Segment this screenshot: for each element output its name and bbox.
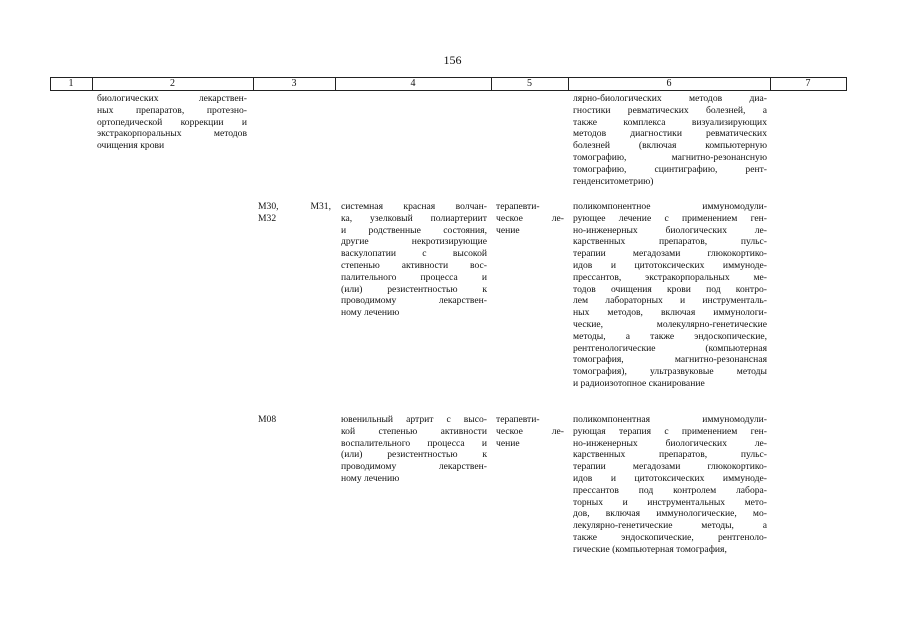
column-header-5: 5 (527, 78, 532, 89)
m08-patient-model (341, 414, 487, 485)
text-line: лекулярно-генетические методы, а (573, 520, 767, 532)
text-line: M30, M31, (258, 201, 331, 212)
text-line: терапевти- (496, 414, 540, 425)
column-header-1: 1 (68, 78, 74, 89)
text-line: также эндоскопические, рентгеноло- (573, 531, 767, 543)
text-line: но-инженерных биологических ле- (573, 437, 767, 449)
text-line: но-инженерных биологических ле- (573, 224, 767, 236)
column-header-2: 2 (170, 78, 175, 89)
m30-treatment-method (573, 201, 767, 390)
text-line: ных препаратов, протезно- (97, 104, 247, 116)
column-header-6: 6 (666, 78, 672, 89)
text-line: ческое ле- (496, 425, 564, 437)
m08-treatment-method (573, 414, 767, 556)
text-line: гические (компьютерная томография, (573, 543, 727, 555)
text-line: идов и цитотоксических иммуноде- (573, 472, 767, 484)
text-line: гностики ревматических болезней, а (573, 104, 767, 116)
text-line: ювенильный артрит с высо- (341, 414, 487, 425)
text-line: кой степенью активности (341, 425, 487, 437)
column-header-7: 7 (805, 78, 811, 89)
text-line: поликомпонентное иммуномодули- (573, 201, 767, 212)
text-line: ка, узелковый полиартериит (341, 212, 487, 224)
text-line: торных и инструментальных мето- (573, 496, 767, 508)
text-line: методы, а также эндоскопические, (573, 330, 767, 342)
text-line: генденситометрию) (573, 175, 654, 187)
header-bottom-rule (50, 90, 847, 91)
continued-method-text (573, 93, 767, 187)
text-line: проводимому лекарствен- (341, 295, 487, 307)
text-line: ческие, молекулярно-генетические (573, 318, 767, 330)
m08-treatment-type (496, 414, 564, 449)
text-line: ортопедической коррекции и (97, 116, 247, 128)
text-line: томография), ультразвуковые методы (573, 366, 767, 378)
text-line: ческое ле- (496, 212, 564, 224)
text-line: лярно-биологических методов диа- (573, 93, 767, 104)
text-line: рующая терапия с применением ген- (573, 425, 767, 437)
text-line: терапевти- (496, 201, 540, 212)
text-line: томографию, сцинтиграфию, рент- (573, 163, 767, 175)
text-line: томография, магнитно-резонансная (573, 354, 767, 366)
text-line: M08 (258, 414, 277, 425)
text-line: лем лабораторных и инструменталь- (573, 295, 767, 307)
text-line: биологических лекарствен- (97, 93, 247, 104)
text-line: также комплекса визуализирующих (573, 116, 767, 128)
text-line: терапии мегадозами глюкокортико- (573, 248, 767, 260)
text-line: чение (496, 437, 520, 449)
m08-icd-codes (258, 414, 331, 426)
text-line: прессантов под контролем лабора- (573, 484, 767, 496)
text-line: (или) резистентностью к (341, 283, 487, 295)
text-line: и родственные состояния, (341, 224, 487, 236)
text-line: васкулопатии с высокой (341, 248, 487, 260)
text-line: томографию, магнитно-резонансную (573, 151, 767, 163)
text-line: M32 (258, 212, 277, 224)
page-number: 156 (443, 53, 462, 67)
column-divider (846, 77, 847, 90)
text-line: проводимому лекарствен- (341, 461, 487, 473)
text-line: экстракорпоральных методов (97, 128, 247, 140)
text-line: ному лечению (341, 472, 400, 484)
m30-icd-codes (258, 201, 331, 225)
text-line: ному лечению (341, 307, 400, 319)
text-line: прессантов, экстракорпоральных ме- (573, 271, 767, 283)
text-line: воспалительного процесса и (341, 437, 487, 449)
text-line: терапии мегадозами глюкокортико- (573, 461, 767, 473)
text-line: болезней (включая компьютерную (573, 140, 767, 152)
text-line: системная красная волчан- (341, 201, 487, 212)
column-header-4: 4 (410, 78, 416, 89)
text-line: карственных препаратов, пульс- (573, 449, 767, 461)
text-line: и радиоизотопное сканирование (573, 377, 705, 389)
text-line: чение (496, 224, 520, 236)
text-line: ных методов, включая иммунологи- (573, 307, 767, 319)
continued-profile-text (97, 93, 247, 152)
text-line: дов, включая иммунологические, мо- (573, 508, 767, 520)
text-line: другие некротизирующие (341, 236, 487, 248)
text-line: поликомпонентная иммуномодули- (573, 414, 767, 425)
text-line: рентгенологические (компьютерная (573, 342, 767, 354)
text-line: степенью активности вос- (341, 259, 487, 271)
column-header-3: 3 (291, 78, 297, 89)
m30-treatment-type (496, 201, 564, 236)
text-line: очищения крови (97, 140, 165, 152)
text-line: карственных препаратов, пульс- (573, 236, 767, 248)
text-line: рующее лечение с применением ген- (573, 212, 767, 224)
text-line: (или) резистентностью к (341, 449, 487, 461)
m30-patient-model (341, 201, 487, 319)
text-line: идов и цитотоксических иммуноде- (573, 259, 767, 271)
text-line: методов диагностики ревматических (573, 128, 767, 140)
text-line: тодов очищения крови под контро- (573, 283, 767, 295)
text-line: палительного процесса и (341, 271, 487, 283)
